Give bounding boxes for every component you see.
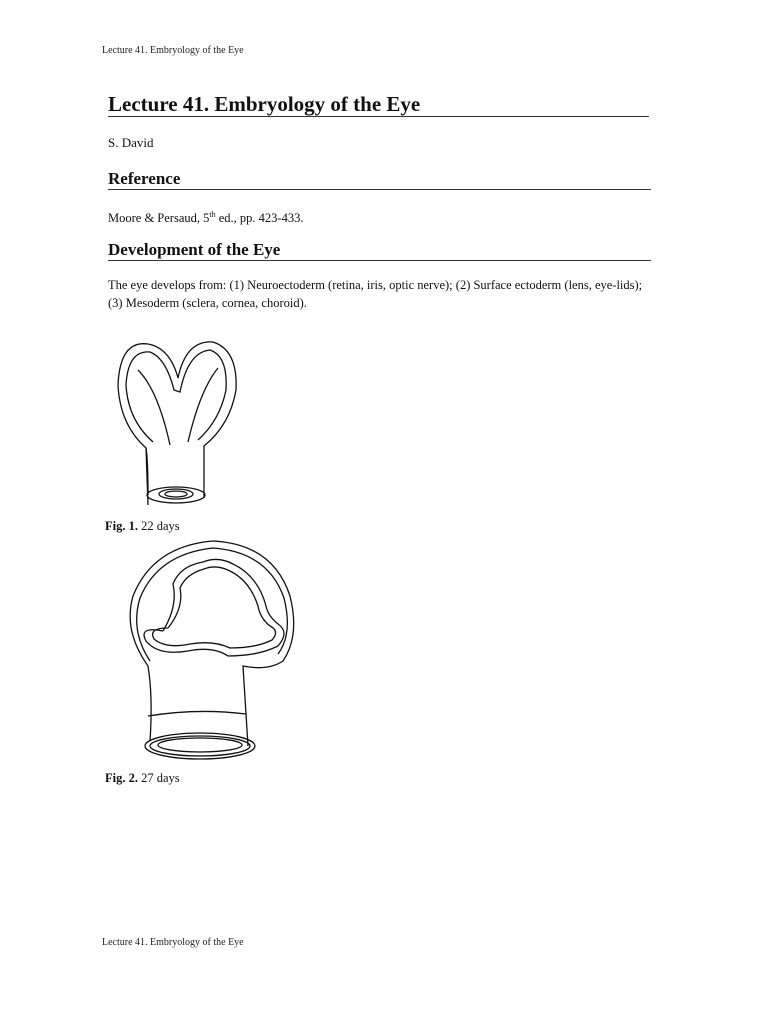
fig2-second-outline xyxy=(137,548,288,661)
figure-1-caption: Fig. 1. 22 days xyxy=(105,519,180,533)
fig1-stalk-lumen xyxy=(165,491,187,497)
fig1-groove-right xyxy=(188,368,218,442)
figure-1-drawing xyxy=(108,330,248,510)
fig2-inner-outline-1 xyxy=(144,559,284,656)
fig1-inner-outline xyxy=(126,350,226,442)
fig1-outer-outline xyxy=(118,342,236,505)
fig2-stalk-middle xyxy=(150,736,250,756)
figure-2-caption: Fig. 2. 27 days xyxy=(105,771,180,785)
development-heading: Development of the Eye xyxy=(108,240,651,261)
fig1-groove-left xyxy=(138,370,170,445)
running-footer: Lecture 41. Embryology of the Eye xyxy=(102,937,244,948)
development-text: The eye develops from: (1) Neuroectoderm (retina, iris, optic nerve); (2) Surface ectoderm (lens, eye-lids); (3) Mesoderm (sclera, cornea, choroid). xyxy=(108,278,643,310)
fig2-inner-outline-2 xyxy=(153,567,276,648)
running-header: Lecture 41. Embryology of the Eye xyxy=(102,45,244,56)
figure-2-drawing xyxy=(118,536,308,761)
fig2-stalk-inner xyxy=(158,738,242,752)
reference-heading: Reference xyxy=(108,169,651,190)
fig2-stalk-outer xyxy=(145,733,255,759)
fig2-neck-left xyxy=(148,666,151,741)
page-title: Lecture 41. Embryology of the Eye xyxy=(108,92,649,117)
author: S. David xyxy=(108,135,154,150)
fig2-stalk-rim xyxy=(148,711,246,716)
reference-text: Moore & Persaud, 5th ed., pp. 423-433. xyxy=(108,210,304,226)
